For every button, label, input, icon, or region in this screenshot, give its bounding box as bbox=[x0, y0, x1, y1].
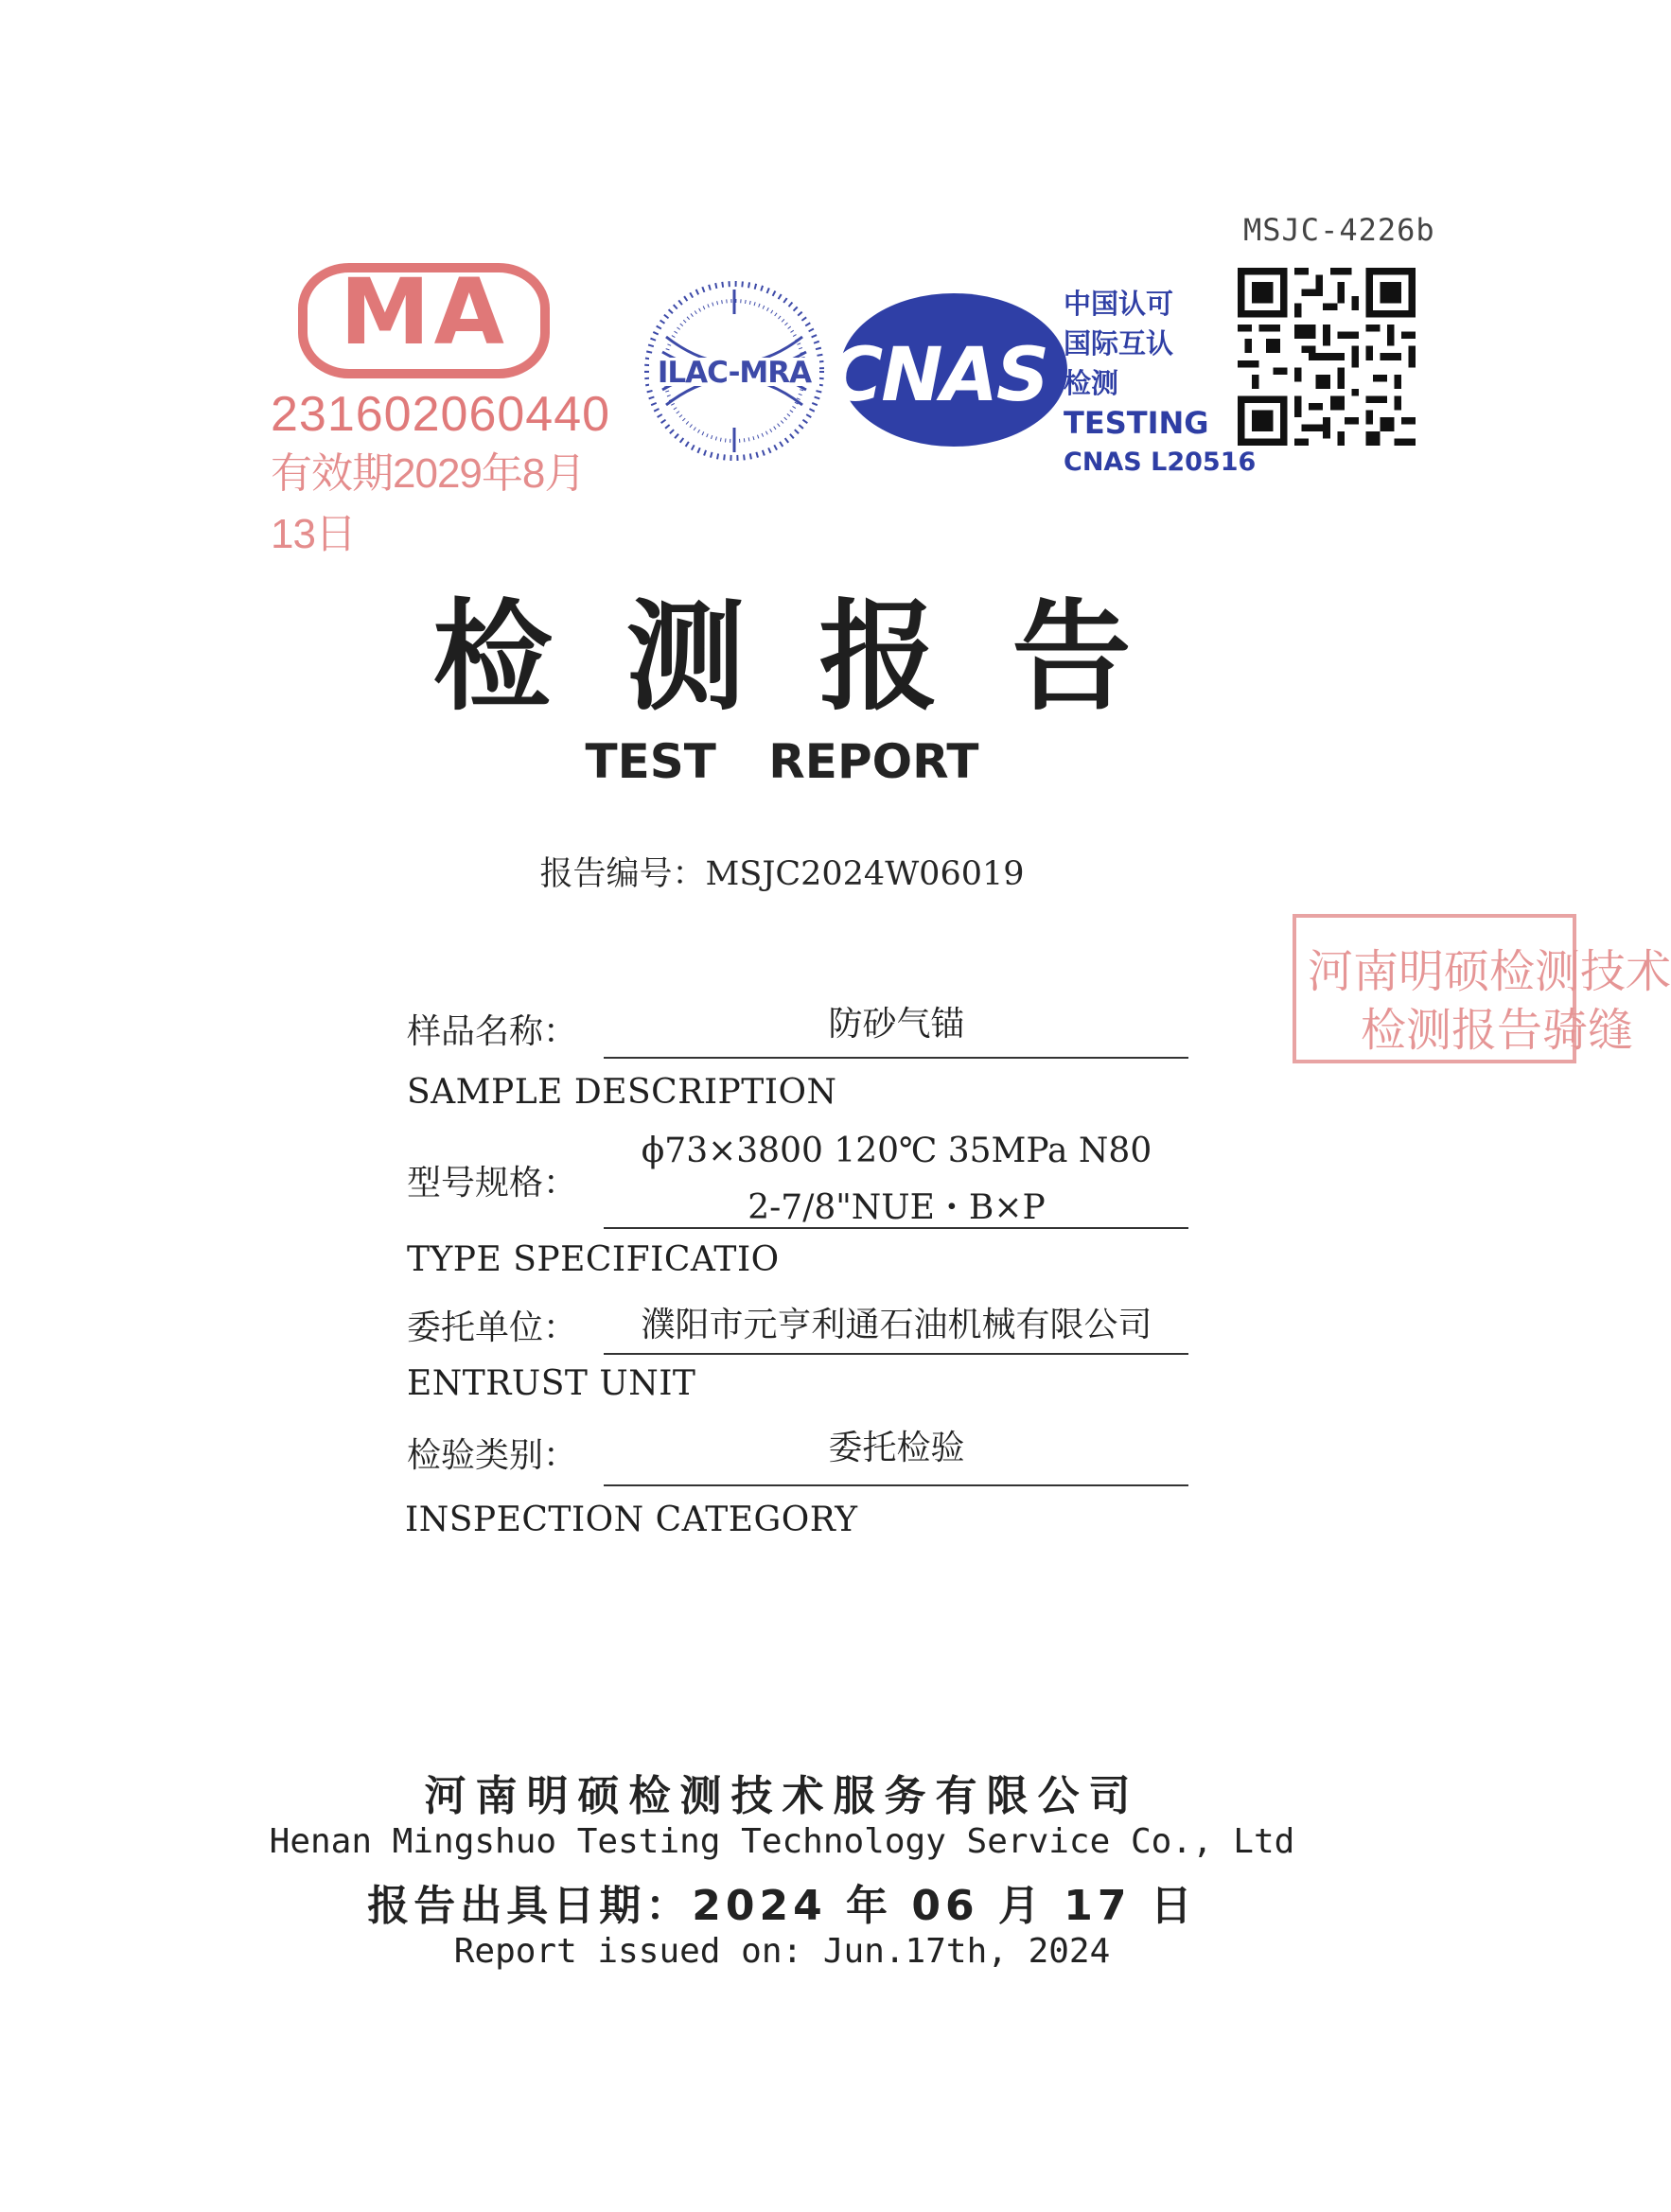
cnas-caption-line: 中国认可 bbox=[1064, 288, 1174, 320]
cnas-caption-testing: TESTING bbox=[1064, 405, 1209, 441]
entrust-label-en: ENTRUST UNIT bbox=[407, 1364, 696, 1403]
sample-label: 样品名称： bbox=[407, 1012, 578, 1051]
side-stamp bbox=[1293, 914, 1671, 1063]
document-code: MSJC-4226b bbox=[1243, 212, 1435, 248]
side-stamp-line1: 河南明硕检测技术 bbox=[1308, 947, 1671, 997]
sample-label-en: SAMPLE DESCRIPTION bbox=[407, 1073, 837, 1112]
category-label-en: INSPECTION CATEGORY bbox=[405, 1501, 858, 1539]
ilac-logo-text: ILAC-MRA bbox=[657, 356, 812, 390]
cnas-logo-mark: CNAS bbox=[829, 333, 1048, 418]
side-stamp-line2: 检测报告骑缝 bbox=[1361, 1006, 1634, 1056]
entrust-underline bbox=[604, 1353, 1188, 1355]
ma-seal-mark: MA bbox=[340, 259, 508, 365]
sample-underline bbox=[604, 1057, 1188, 1059]
cnas-logo-caption bbox=[1064, 284, 1256, 483]
report-number bbox=[0, 848, 1564, 895]
sample-value: 防砂气锚 bbox=[828, 1005, 965, 1044]
company-name-en: Henan Mingshuo Testing Technology Service Co., Ltd bbox=[269, 1822, 1295, 1861]
company-name-cn: 河南明硕检测技术服务有限公司 bbox=[424, 1772, 1140, 1820]
report-number-label: 报告编号： bbox=[539, 855, 706, 893]
category-underline bbox=[604, 1484, 1188, 1486]
spec-label-en: TYPE SPECIFICATIO bbox=[407, 1240, 780, 1279]
entrust-value: 濮阳市元亨利通石油机械有限公司 bbox=[641, 1306, 1152, 1344]
issue-date-en: Report issued on: Jun.17th, 2024 bbox=[453, 1932, 1111, 1971]
cnas-caption-line: 检测 bbox=[1064, 367, 1119, 399]
category-label: 检验类别： bbox=[407, 1436, 578, 1475]
ma-seal-number: 231602060440 bbox=[271, 387, 611, 442]
report-number-value: MSJC2024W06019 bbox=[705, 855, 1025, 893]
cnas-caption-line: 国际互认 bbox=[1064, 327, 1174, 360]
ma-seal bbox=[265, 254, 611, 557]
report-title-cn: 检测报告 bbox=[432, 587, 1205, 727]
spec-value-line1: ϕ73×3800 120℃ 35MPa N80 bbox=[641, 1132, 1152, 1170]
issue-date-cn: 报告出具日期：2024 年 06 月 17 日 bbox=[367, 1882, 1197, 1930]
entrust-label: 委托单位： bbox=[407, 1308, 578, 1347]
report-title-en: TEST REPORT bbox=[585, 734, 979, 789]
spec-underline bbox=[604, 1227, 1188, 1229]
spec-label: 型号规格： bbox=[407, 1164, 578, 1203]
qr-code-icon bbox=[1238, 268, 1416, 446]
spec-value-line2: 2-7/8"NUE・B×P bbox=[748, 1188, 1046, 1227]
cnas-caption-code: CNAS L20516 bbox=[1064, 448, 1257, 477]
ma-seal-validity: 有效期2029年8月13日 bbox=[271, 450, 586, 557]
ilac-mra-logo-icon bbox=[640, 276, 829, 465]
category-value: 委托检验 bbox=[828, 1429, 965, 1467]
